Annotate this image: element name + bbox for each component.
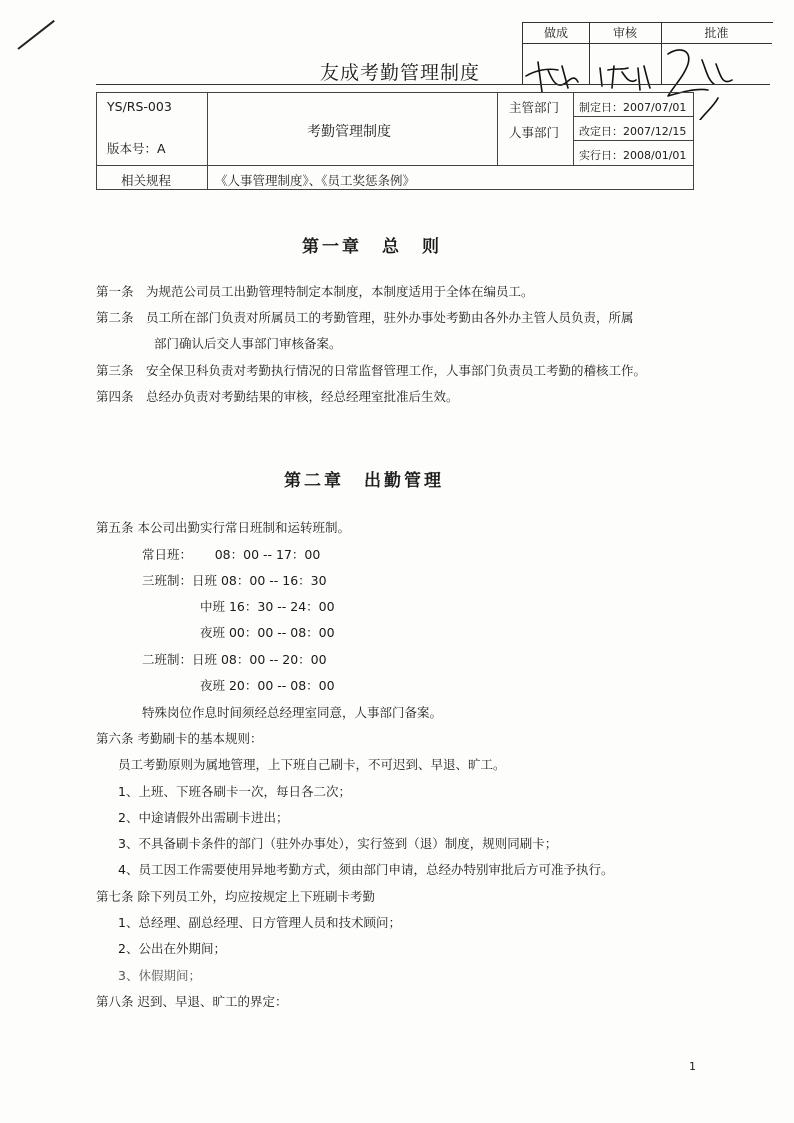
shift-three-mid: 中班 16：30 -- 24：00 <box>200 599 335 614</box>
scan-mark <box>17 20 54 50</box>
chapter2-article6: 第六条 考勤刷卡的基本规则： <box>96 731 263 746</box>
dept-primary: 主管部门 <box>509 100 560 115</box>
special-note: 特殊岗位作息时间须经总经理室同意，人事部门备案。 <box>142 705 443 720</box>
article6-item3: 3、不具备刷卡条件的部门（驻外办事处），实行签到（退）制度，规则同刷卡； <box>118 836 558 851</box>
dept-secondary: 人事部门 <box>509 125 560 140</box>
chapter2-article7: 第七条 除下列员工外，均应按规定上下班刷卡考勤 <box>96 889 375 904</box>
chapter1-article3: 第三条 安全保卫科负责对考勤执行情况的日常监督管理工作，人事部门负责员工考勤的稽核工作。 <box>96 363 647 378</box>
effective-date: 实行日：2008/01/01 <box>579 149 687 162</box>
related-label: 相关规程 <box>121 173 172 188</box>
revised-date: 改定日：2007/12/15 <box>579 125 687 138</box>
article6-item4: 4、员工因工作需要使用异地考勤方式，须由部门申请，总经办特别审批后方可准予执行。 <box>118 862 614 877</box>
approval-header-review: 审核 <box>589 23 661 44</box>
article6-item1: 1、上班、下班各刷卡一次，每日各二次； <box>118 784 351 799</box>
chapter1-title: 第一章 总 则 <box>302 237 442 257</box>
signature-made <box>526 62 578 92</box>
doc-code: YS/RS-003 <box>107 99 172 114</box>
table-divider <box>573 93 574 165</box>
article6-intro: 员工考勤原则为属地管理，上下班自己刷卡，不可迟到、早退、旷工。 <box>118 757 506 772</box>
page-number: 1 <box>689 1060 696 1073</box>
related-value: 《人事管理制度》、《员工奖惩条例》 <box>215 173 416 188</box>
document-info-table <box>96 92 694 190</box>
doc-version: 版本号：A <box>107 141 166 156</box>
chapter1-article2: 第二条 员工所在部门负责对所属员工的考勤管理，驻外办事处考勤由各外办主管人员负责，所属 <box>96 310 634 325</box>
approval-header-made: 做成 <box>523 23 589 44</box>
table-divider <box>573 116 693 117</box>
article7-item2: 2、公出在外期间； <box>118 941 226 956</box>
article7-item1: 1、总经理、副总经理、日方管理人员和技术顾问； <box>118 915 401 930</box>
shift-day: 常日班： 08：00 -- 17：00 <box>142 547 321 562</box>
chapter1-article4: 第四条 总经办负责对考勤结果的审核，经总经理室批准后生效。 <box>96 389 459 404</box>
signature-review <box>600 66 650 90</box>
table-divider <box>97 165 693 166</box>
article7-item3: 3、休假期间； <box>118 968 201 983</box>
article6-item2: 2、中途请假外出需刷卡进出； <box>118 810 289 825</box>
shift-two-day: 二班制：日班 08：00 -- 20：00 <box>142 652 327 667</box>
chapter2-article5: 第五条 本公司出勤实行常日班制和运转班制。 <box>96 520 350 535</box>
title-rule <box>96 84 770 85</box>
chapter1-article1: 第一条 为规范公司员工出勤管理特制定本制度，本制度适用于全体在编员工。 <box>96 284 534 299</box>
chapter1-article2-cont: 部门确认后交人事部门审核备案。 <box>154 336 342 351</box>
document-title: 友成考勤管理制度 <box>320 62 481 84</box>
shift-three-night: 夜班 00：00 -- 08：00 <box>200 625 335 640</box>
shift-two-night: 夜班 20：00 -- 08：00 <box>200 678 335 693</box>
approval-header-approve: 批准 <box>661 23 772 44</box>
made-date: 制定日：2007/07/01 <box>579 101 687 114</box>
table-divider <box>207 93 208 189</box>
chapter2-article8: 第八条 迟到、早退、旷工的界定： <box>96 994 288 1009</box>
doc-name: 考勤管理制度 <box>307 124 391 140</box>
chapter2-title: 第二章 出勤管理 <box>284 471 444 491</box>
table-divider <box>573 140 693 141</box>
table-divider <box>497 93 498 165</box>
shift-three-day: 三班制：日班 08：00 -- 16：30 <box>142 573 327 588</box>
